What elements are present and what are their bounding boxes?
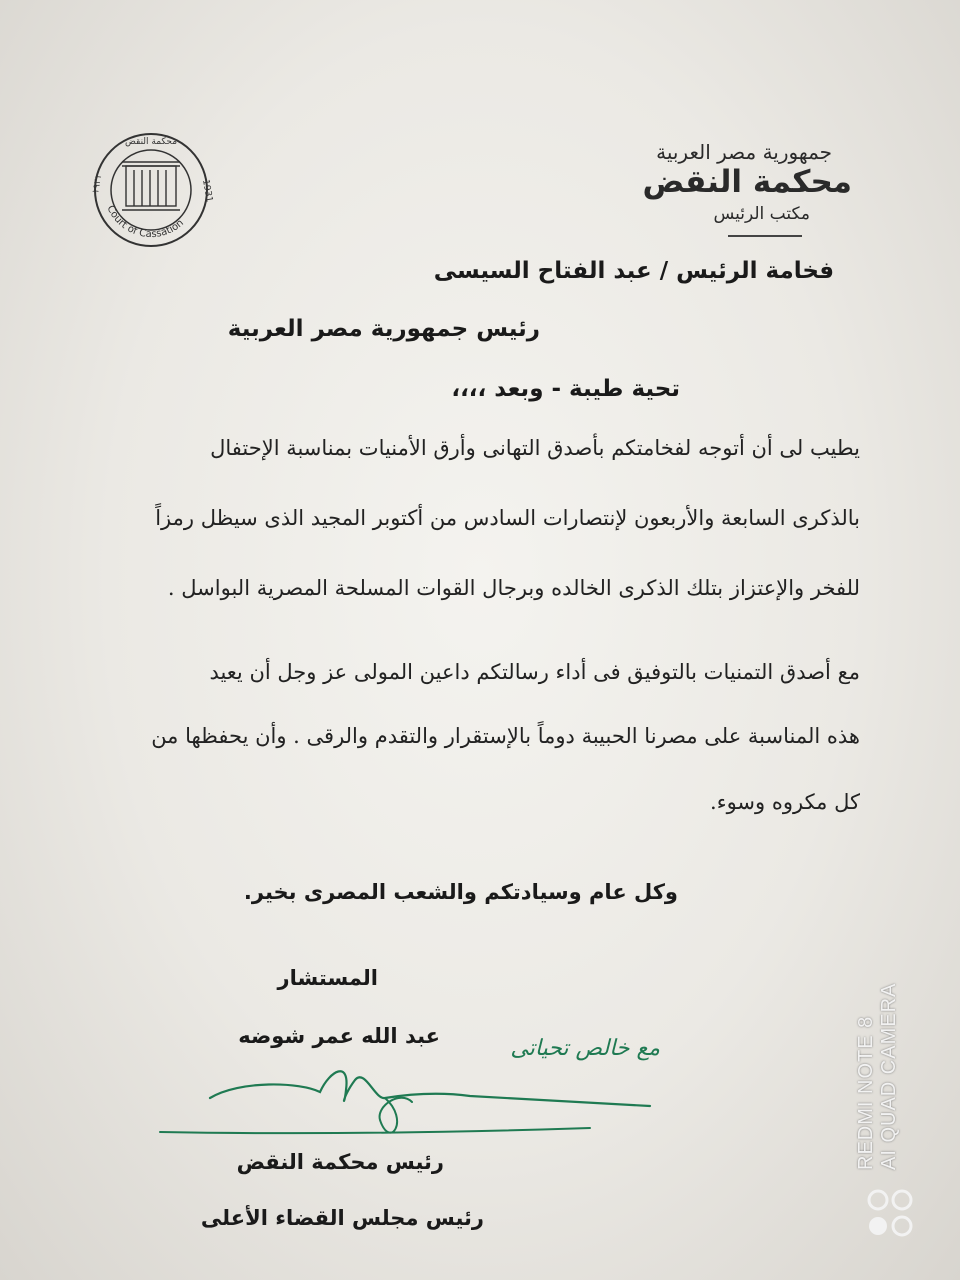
signature-position1: رئيس محكمة النقض: [236, 1150, 444, 1174]
letterhead-office: مكتب الرئيس: [713, 204, 810, 224]
paragraph2-line1: مع أصدق التمنيات بالتوفيق فى أداء رسالتكم داعين المولى عز وجل أن يعيد: [209, 660, 860, 684]
court-seal: [86, 130, 216, 248]
handwritten-note: مع خالص تحياتى: [510, 1036, 660, 1061]
greeting: تحية طيبة - وبعد ،،،،: [451, 376, 680, 402]
letterhead-divider: [728, 235, 802, 237]
letterhead-court: محكمة النقض: [642, 164, 852, 200]
camera-watermark: [855, 982, 925, 1250]
camera-watermark-text: [855, 910, 925, 1170]
closing-line: وكل عام وسيادتكم والشعب المصرى بخير.: [243, 880, 678, 904]
handwritten-signature: [150, 1030, 670, 1150]
signature-title: المستشار: [277, 966, 378, 990]
addressee-line1: فخامة الرئيس / عبد الفتاح السيسى: [433, 258, 834, 284]
court-building-icon: [122, 162, 180, 210]
paragraph2-line2: هذه المناسبة على مصرنا الحبيبة دوماً بالإستقرار والتقدم والرقى . وأن يحفظها من: [151, 724, 860, 748]
seal-top-text: محكمة النقض: [124, 137, 178, 147]
paragraph1-line1: يطيب لى أن أتوجه لفخامتكم بأصدق التهانى وأرق الأمنيات بمناسبة الإحتفال: [210, 436, 860, 460]
paragraph1-line2: بالذكرى السابعة والأربعون لإنتصارات السادس من أكتوبر المجيد الذى سيظل رمزاً: [155, 506, 860, 530]
addressee-line2: رئيس جمهورية مصر العربية: [227, 316, 540, 342]
paragraph1-line3: للفخر والإعتزاز بتلك الذكرى الخالده وبرجال القوات المسلحة المصرية البواسل .: [167, 576, 860, 600]
signature-name: عبد الله عمر شوضه: [238, 1024, 440, 1048]
signature-position2: رئيس مجلس القضاء الأعلى: [200, 1206, 484, 1230]
seal-year-right: 1931: [200, 178, 214, 204]
letterhead-country: جمهورية مصر العربية: [656, 140, 832, 164]
paragraph2-line3: كل مكروه وسوء.: [710, 790, 860, 814]
camera-lens-icon: [863, 1186, 917, 1242]
camera-watermark-line1: REDMI NOTE 8: [855, 1015, 877, 1170]
seal-year-left: ١٩٣١: [91, 173, 105, 195]
seal-ring-text: Court of Cassation: [104, 203, 186, 241]
camera-watermark-line2: AI QUAD CAMERA: [878, 982, 900, 1170]
